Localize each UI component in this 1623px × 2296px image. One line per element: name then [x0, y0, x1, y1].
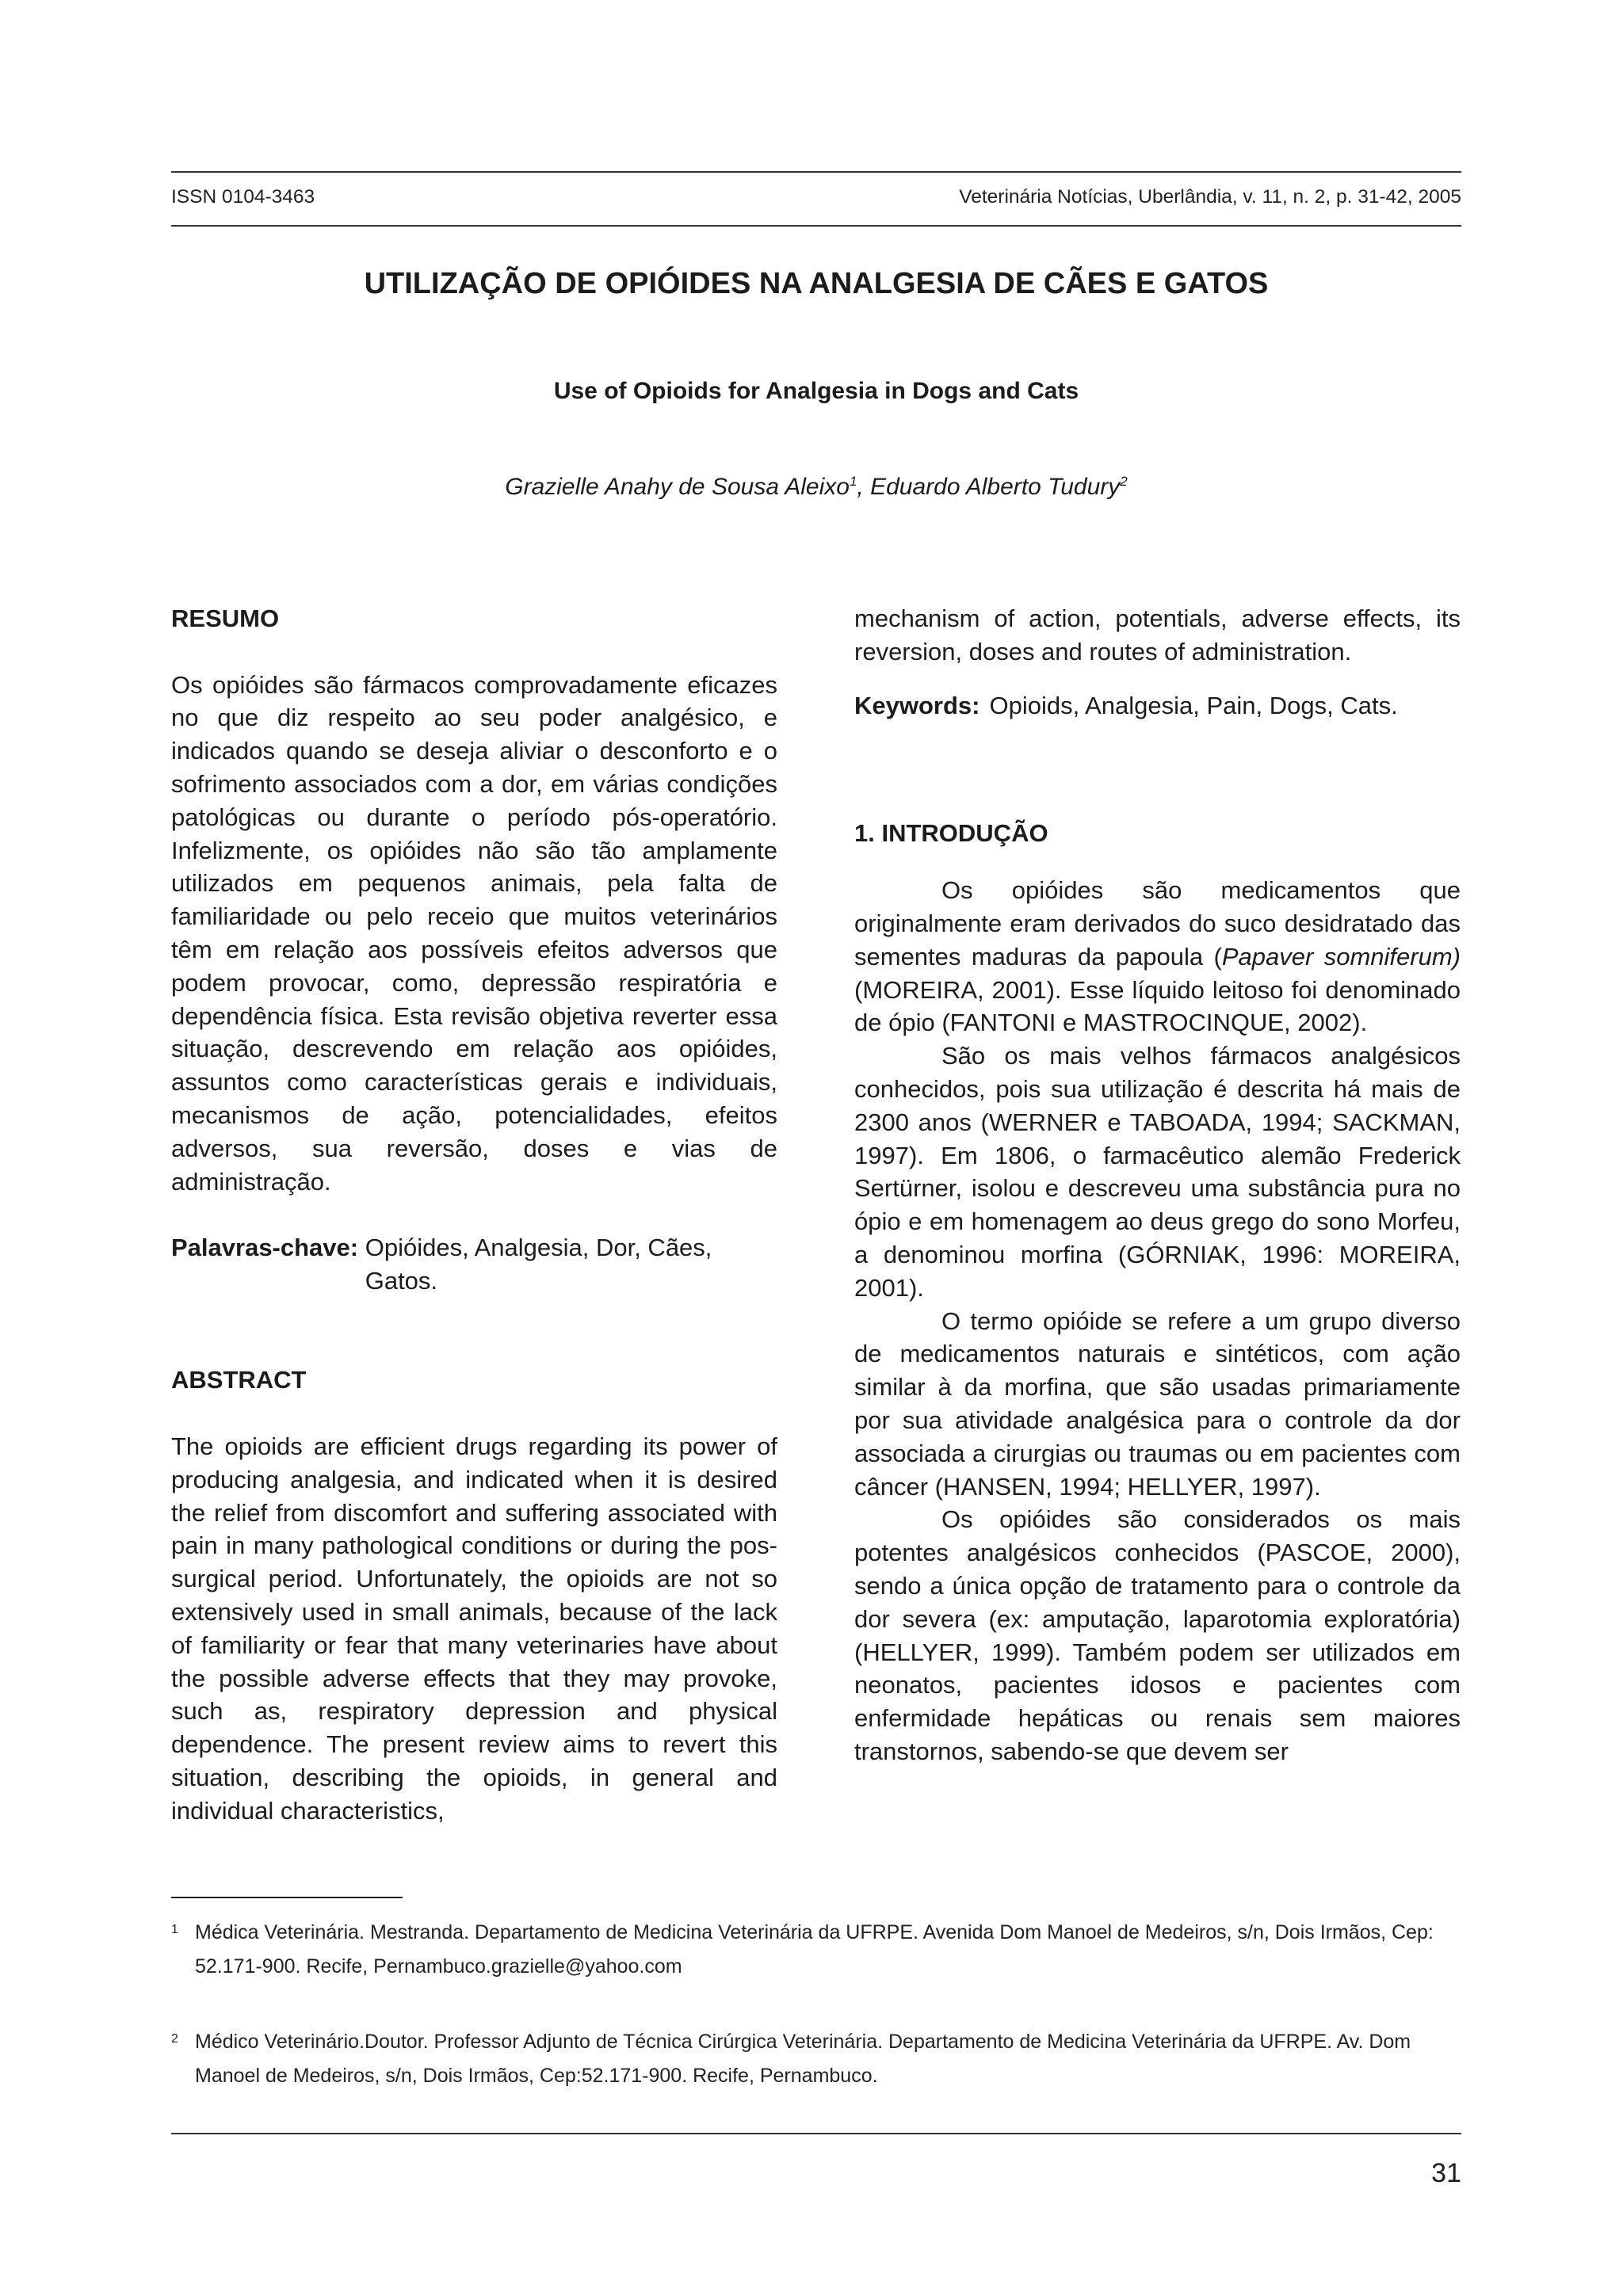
footnote-1-text: Médica Veterinária. Mestranda. Departamento de Medicina Veterinária da UFRPE. Avenida Dom Manoel de Medeiros, s/n, Dois Irmãos, Cep: 52.171-900. Recife, Pernambuco.grazielle@yahoo.com [195, 1921, 1434, 1978]
footnote-1 [171, 1916, 1461, 1984]
page-number: 31 [1431, 2158, 1461, 2188]
right-column [854, 602, 1461, 1768]
author-separator: , [857, 474, 871, 500]
author-2: Eduardo Alberto Tudury [870, 474, 1121, 500]
abstract-heading: ABSTRACT [171, 1366, 307, 1394]
palavras-chave [171, 1231, 777, 1298]
abstract-text-continued: mechanism of action, potentials, adverse effects, its reversion, doses and routes of administration. [854, 605, 1461, 666]
issn-label: ISSN 0104-3463 [171, 186, 315, 208]
introducao-heading: 1. INTRODUÇÃO [854, 819, 1048, 848]
introducao-paragraph-1: Os opióides são medicamentos que originalmente eram derivados do suco desidratado das sementes maduras da papoula (Papaver somniferum) (MOREIRA, 2001). Esse líquido leitoso foi denominado de ópio (FANTONI e MASTROCINQUE, 2002). [854, 876, 1461, 1037]
author-1-affiliation-mark: 1 [849, 474, 857, 489]
resumo-heading: RESUMO [171, 605, 280, 632]
paper-title: UTILIZAÇÃO DE OPIÓIDES NA ANALGESIA DE CÃES E GATOS [364, 267, 1269, 300]
footer-rule [171, 2133, 1461, 2134]
footnote-2 [171, 2025, 1461, 2093]
paper-subtitle: Use of Opioids for Analgesia in Dogs and Cats [553, 378, 1079, 404]
abstract-text: The opioids are efficient drugs regarding its power of producing analgesia, and indicated when it is desired the relief from discomfort and suffering associated with pain in many pathological conditions or during the pos-surgical period. Unfortunately, the opioids are not so extensively used in small animals, because of the lack of familiarity or fear that many veterinaries have about the possible adverse effects that they may provoke, such as, respiratory depression and physical dependence. The present review aims to revert this situation, describing the opioids, in general and individual characteristics, [171, 1432, 777, 1825]
keywords-label: Keywords: [854, 691, 980, 719]
author-2-affiliation-mark: 2 [1120, 474, 1128, 489]
left-column [171, 602, 777, 1827]
palavras-chave-label: Palavras-chave: [171, 1234, 365, 1262]
resumo-text: Os opióides são fármacos comprovadamente eficazes no que diz respeito ao seu poder analgésico, e indicados quando se deseja aliviar o desconforto e o sofrimento associados com a dor, em várias condições patológicas ou durante o período pós-operatório. Infelizmente, os opióides não são tão amplamente utilizados em pequenos animais, pela falta de familiaridade ou pelo receio que muitos veterinários têm em relação aos possíveis efeitos adversos que podem provocar, como, depressão respiratória e dependência física. Esta revisão objetiva reverter essa situação, descrevendo em relação aos opióides, assuntos como características gerais e individuais, mecanismos de ação, potencialidades, efeitos adversos, sua reversão, doses e vias de administração. [171, 670, 777, 1196]
footnote-2-number: 2 [171, 2032, 178, 2046]
introducao-paragraph-4: Os opióides são considerados os mais potentes analgésicos conhecidos (PASCOE, 2000), sendo a única opção de tratamento para o controle da dor severa (ex: amputação, laparotomia exploratória) (HELLYER, 1999). Também podem ser utilizados em neonatos, pacientes idosos e pacientes com enfermidade hepáticas ou renais sem maiores transtornos, sabendo-se que devem ser [854, 1505, 1461, 1765]
journal-citation: Veterinária Notícias, Uberlândia, v. 11, n. 2, p. 31-42, 2005 [959, 186, 1461, 208]
keywords-values: Opioids, Analgesia, Pain, Dogs, Cats. [989, 691, 1398, 719]
header-bottom-rule [171, 225, 1461, 227]
footnote-separator [171, 1897, 403, 1898]
footnote-2-text: Médico Veterinário.Doutor. Professor Adjunto de Técnica Cirúrgica Veterinária. Departamento de Medicina Veterinária da UFRPE. Av. Dom Manoel de Medeiros, s/n, Dois Irmãos, Cep:52.171-900. Recife, Pernambuco. [195, 2031, 1411, 2087]
keywords [854, 689, 1461, 723]
footnote-1-number: 1 [171, 1923, 178, 1936]
introducao-paragraph-3: O termo opióide se refere a um grupo diverso de medicamentos naturais e sintéticos, com ação similar à da morfina, que são usadas primariamente por sua atividade analgésica para o controle da dor associada a cirurgias ou traumas ou em pacientes com câncer (HANSEN, 1994; HELLYER, 1997). [854, 1306, 1461, 1501]
header-top-rule [171, 171, 1461, 173]
palavras-chave-values: Opióides, Analgesia, Dor, Cães, Gatos. [365, 1234, 712, 1295]
author-1: Grazielle Anahy de Sousa Aleixo [505, 474, 850, 500]
author-line [171, 471, 1461, 503]
introducao-paragraph-2: São os mais velhos fármacos analgésicos conhecidos, pois sua utilização é descrita há mais de 2300 anos (WERNER e TABOADA, 1994; SACKMAN, 1997). Em 1806, o farmacêutico alemão Frederick Sertürner, isolou e descreveu uma substância pura no ópio e em homenagem ao deus grego do sono Morfeu, a denominou morfina (GÓRNIAK, 1996: MOREIRA, 2001). [854, 1042, 1461, 1302]
